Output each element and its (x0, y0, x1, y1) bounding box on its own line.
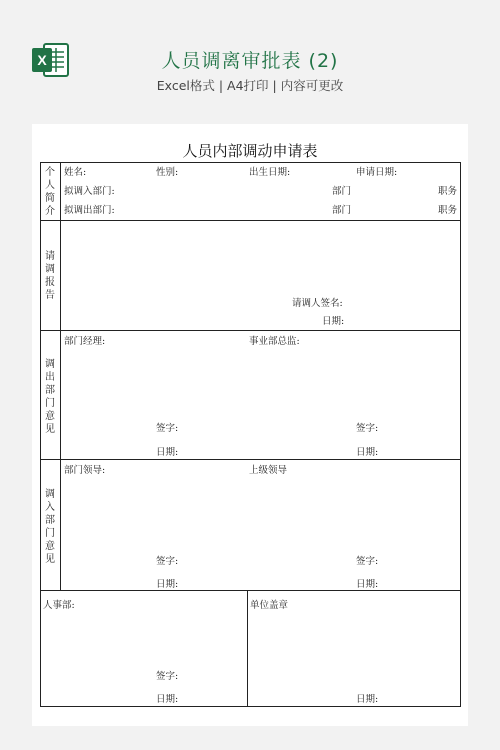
division-director-field[interactable]: 事业部总监: (249, 336, 300, 347)
hr-date-left-field[interactable]: 日期: (156, 694, 179, 705)
in-date-left-field[interactable]: 日期: (156, 579, 179, 590)
label-column-divider (60, 162, 61, 590)
unit-seal-field[interactable]: 单位盖章 (250, 600, 289, 611)
hr-column-divider (247, 590, 248, 706)
form-sheet (32, 124, 468, 726)
report-date-field[interactable]: 日期: (322, 316, 345, 327)
out-date-left-field[interactable]: 日期: (156, 447, 179, 458)
document-subtitle: Excel格式 | A4打印 | 内容可更改 (156, 78, 344, 93)
hr-date-right-field[interactable]: 日期: (356, 694, 379, 705)
in-sign-left-field[interactable]: 签字: (156, 556, 179, 567)
out-date-right-field[interactable]: 日期: (356, 447, 379, 458)
table-border-top (40, 162, 460, 163)
table-border-bottom (40, 706, 460, 707)
in-dept-section-label: 调 入 部 门 意 见 (45, 489, 55, 565)
row-divider-out-dept (40, 459, 460, 460)
applicant-signature-field[interactable]: 请调人签名: (292, 298, 343, 309)
gender-field[interactable]: 性别: (156, 167, 179, 178)
hr-department-field[interactable]: 人事部: (43, 600, 75, 611)
name-field[interactable]: 姓名: (64, 167, 87, 178)
birth-date-field[interactable]: 出生日期: (249, 167, 291, 178)
row-divider-in-dept (40, 590, 460, 591)
transfer-in-dept-label: 部门 (332, 186, 352, 197)
form-title: 人员内部调动申请表 (182, 142, 318, 160)
out-sign-right-field[interactable]: 签字: (356, 423, 379, 434)
apply-date-field[interactable]: 申请日期: (356, 167, 398, 178)
dept-leader-field[interactable]: 部门领导: (64, 465, 106, 476)
in-sign-right-field[interactable]: 签字: (356, 556, 379, 567)
intro-section-label: 个 人 简 介 (45, 167, 55, 217)
row-divider-report (40, 330, 460, 331)
excel-icon-letter: X (37, 52, 47, 68)
superior-leader-field[interactable]: 上级领导 (249, 465, 288, 476)
document-title: 人员调离审批表 (2) (161, 50, 339, 72)
out-sign-left-field[interactable]: 签字: (156, 423, 179, 434)
report-section-label: 请 调 报 告 (45, 251, 55, 301)
out-dept-section-label: 调 出 部 门 意 见 (45, 359, 55, 435)
form-grid (32, 124, 468, 726)
hr-sign-field[interactable]: 签字: (156, 671, 179, 682)
in-date-right-field[interactable]: 日期: (356, 579, 379, 590)
transfer-out-position-label: 职务 (438, 205, 458, 216)
table-border-right (460, 162, 461, 707)
dept-manager-field[interactable]: 部门经理: (64, 336, 106, 347)
row-divider-intro (40, 220, 460, 221)
transfer-in-position-label: 职务 (438, 186, 458, 197)
transfer-in-dept-field[interactable]: 拟调入部门: (64, 186, 115, 197)
transfer-out-dept-label: 部门 (332, 205, 352, 216)
transfer-out-dept-field[interactable]: 拟调出部门: (64, 205, 115, 216)
page-header (0, 0, 500, 118)
